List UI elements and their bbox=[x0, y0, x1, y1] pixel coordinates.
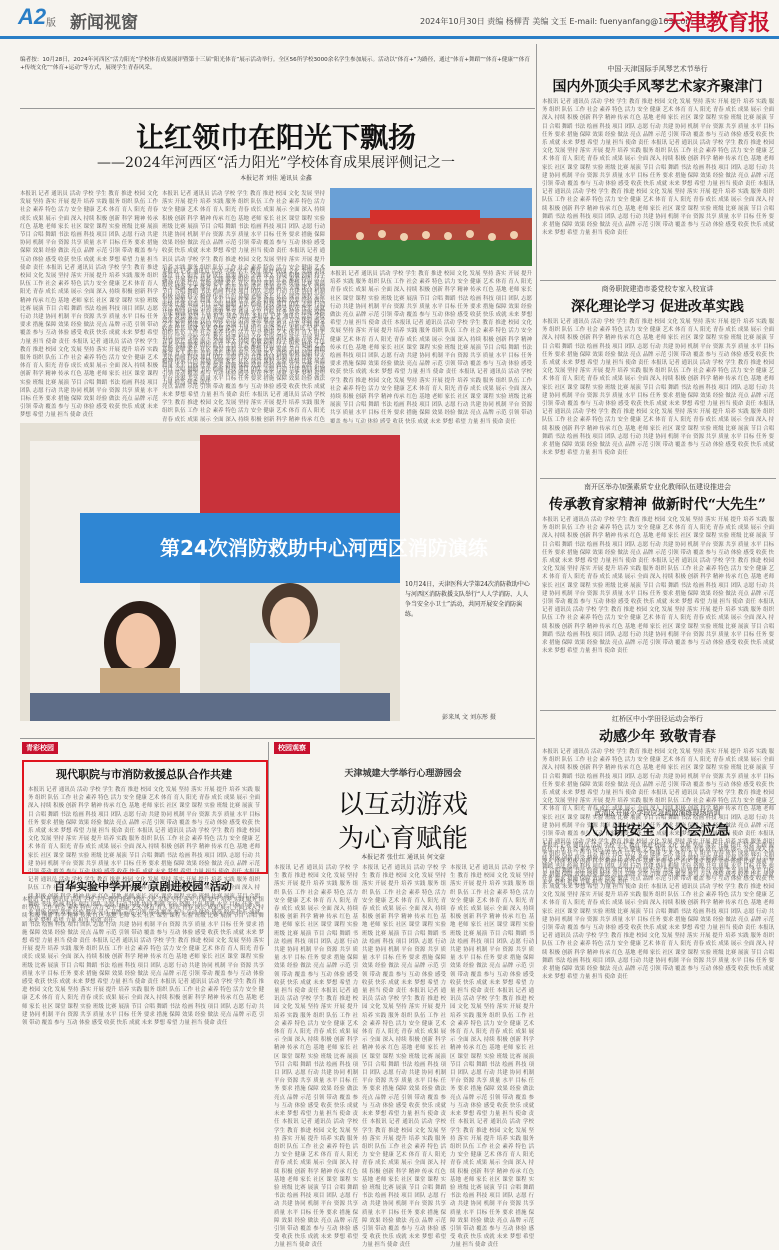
psych-col-3 bbox=[450, 864, 534, 946]
story3-title: 传承教育家精神 做新时代“大先生” bbox=[549, 497, 766, 513]
story2-kicker: 商务职院建造市委党校专家入校宣讲 bbox=[601, 285, 714, 293]
divider bbox=[540, 478, 776, 479]
editor-note: 编者按：10月28日，2024年河西区“活力阳光”学校体育成果展评暨第十三届“阳光体育”展示活动举行。全区56所学校3000余名学生参加展示。活动以“体育+”为路径，通过“体育+舞蹈”“体育+健康”“体育+传统文化”“体育+运动”等方式，展现学生青春风采。 bbox=[20, 57, 530, 72]
story4-body bbox=[542, 748, 774, 800]
divider bbox=[540, 710, 776, 711]
issue-line: 2024年10月30日 责编 杨柳青 美编 文玉 E-mail: fuenyanfang@163.com bbox=[420, 17, 694, 26]
photo-caption: 10月24日，天津医科大学第24次消防救助中心与河西区消防救援支队举行“人人学消防、人人争当安全小卫士”活动，共同开展安全消防演练。 bbox=[405, 581, 530, 618]
page-ban: 版 bbox=[46, 18, 56, 29]
psych-title-1: 以互动游戏 bbox=[337, 790, 468, 820]
psych-col-2 bbox=[362, 864, 446, 946]
lead-column-1 bbox=[20, 190, 158, 416]
masthead bbox=[0, 0, 779, 44]
opera-story-title: 百华实验中学开展“京剧进校园”活动 bbox=[54, 880, 232, 893]
story3-body bbox=[542, 516, 774, 706]
psych-kicker: 天津城建大学举行心理游园会 bbox=[344, 769, 462, 779]
lead-subtitle: ——2024年河西区“活力阳光”学校体育成果展评侧记之一 bbox=[97, 155, 455, 171]
story1-body bbox=[542, 98, 774, 276]
story4-title: 动感少年 致敬青春 bbox=[599, 729, 716, 745]
photo-credit: 彭来凤 文 刘东彤 摄 bbox=[442, 714, 496, 721]
photo-banner-text: 第24次消防救助中心河西区消防演练 bbox=[160, 536, 488, 560]
story1-kicker: 中国·天津国际手风琴艺术节举行 bbox=[607, 65, 708, 73]
column-divider bbox=[268, 742, 269, 946]
psych-title-2: 为心育赋能 bbox=[337, 824, 468, 854]
tag-section: 青彩校园 bbox=[22, 742, 58, 754]
tag-section: 校园观察 bbox=[274, 742, 310, 754]
lead-column-2 bbox=[162, 268, 325, 418]
divider bbox=[20, 108, 535, 109]
lead-headline: 让红领巾在阳光下飘扬 bbox=[135, 121, 416, 154]
lead-byline: 本报记者 刘佳 通讯员 金鑫 bbox=[240, 175, 312, 182]
masthead-rule bbox=[0, 36, 779, 39]
story5-body bbox=[542, 842, 774, 946]
story2-body bbox=[542, 318, 774, 474]
paper-logo: 天津教育报 bbox=[664, 10, 770, 36]
lead-top-photo bbox=[330, 188, 532, 266]
story5-kicker: 武清区开展小学段应急疏散演练现场培训 bbox=[594, 809, 721, 817]
story3-kicker: 南开区举办加强素质专业化教师队伍建设推进会 bbox=[584, 483, 731, 491]
divider bbox=[540, 280, 776, 281]
section-title: 新闻视窗 bbox=[70, 13, 138, 33]
divider bbox=[540, 804, 776, 805]
fire-story-title: 现代职院与市消防救援总队合作共建 bbox=[56, 768, 232, 781]
column-divider bbox=[536, 44, 537, 944]
psych-col-1 bbox=[274, 864, 358, 946]
lead-column-2-top bbox=[162, 190, 325, 234]
divider bbox=[20, 738, 535, 739]
story1-title: 国内外顶尖手风琴艺术家齐聚津门 bbox=[552, 79, 763, 95]
story4-kicker: 红桥区中小学田径运动会举行 bbox=[612, 715, 703, 723]
story2-title: 深化理论学习 促进改革实践 bbox=[571, 299, 744, 315]
lead-column-3 bbox=[330, 270, 532, 416]
opera-story-body bbox=[22, 896, 264, 946]
story5-title: 人人讲安全 个个会应急 bbox=[585, 823, 730, 839]
page-code: A2 bbox=[18, 4, 47, 29]
fire-story-body bbox=[28, 786, 260, 866]
psych-byline: 本报记者 张仕红 通讯员 何文豪 bbox=[361, 854, 445, 861]
